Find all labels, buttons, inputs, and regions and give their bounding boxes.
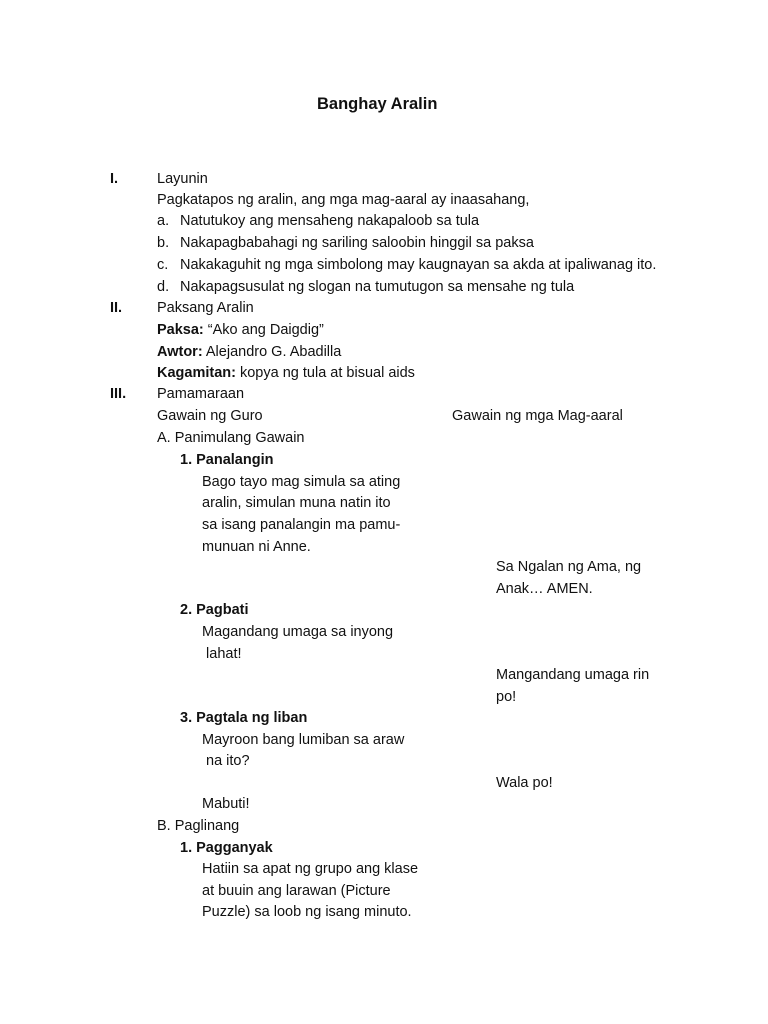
- teacher-line: Puzzle) sa loob ng isang minuto.: [202, 904, 412, 920]
- student-line: Wala po!: [496, 775, 553, 791]
- field-row: [157, 342, 341, 364]
- teacher-line: sa isang panalangin ma pamu-: [202, 517, 401, 533]
- student-line: Anak… AMEN.: [496, 581, 593, 597]
- objective-text: Nakakaguhit ng mga simbolong may kaugnayan sa akda at ipaliwanag ito.: [180, 257, 657, 273]
- section-numeral: II.: [110, 300, 123, 316]
- teacher-line: Mayroon bang lumiban sa araw: [202, 732, 405, 748]
- field-label: Awtor:: [157, 344, 203, 360]
- step-heading: 3. Pagtala ng liban: [180, 710, 308, 726]
- section-heading: Pamamaraan: [157, 386, 245, 402]
- student-line: Mangandang umaga rin: [496, 667, 650, 683]
- section-heading: Paksang Aralin: [157, 300, 254, 316]
- column-heading-students: Gawain ng mga Mag-aaral: [452, 408, 623, 424]
- teacher-line: at buuin ang larawan (Picture: [202, 883, 391, 899]
- teacher-line: na ito?: [202, 753, 250, 769]
- field-row: [157, 363, 415, 385]
- field-value: kopya ng tula at bisual aids: [235, 365, 415, 381]
- student-line: po!: [496, 689, 517, 705]
- objective-text: Natutukoy ang mensaheng nakapaloob sa tula: [180, 213, 480, 229]
- teacher-line: Bago tayo mag simula sa ating: [202, 474, 401, 490]
- field-label: Paksa:: [157, 322, 204, 338]
- objective-marker: d.: [157, 279, 170, 295]
- objective-marker: c.: [157, 257, 169, 273]
- field-row: [157, 320, 324, 342]
- objective-text: Nakapagbabahagi ng sariling saloobin hinggil sa paksa: [180, 235, 534, 251]
- teacher-line: aralin, simulan muna natin ito: [202, 495, 391, 511]
- section-heading: Layunin: [157, 171, 208, 187]
- teacher-line: Mabuti!: [202, 796, 250, 812]
- part-heading: B. Paglinang: [157, 818, 240, 834]
- section-numeral: I.: [110, 171, 119, 187]
- column-heading-teacher: Gawain ng Guro: [157, 408, 263, 424]
- step-heading: 1. Panalangin: [180, 452, 274, 468]
- page-title: Banghay Aralin: [317, 95, 438, 113]
- field-value: “Ako ang Daigdig”: [203, 322, 324, 338]
- objective-marker: b.: [157, 235, 170, 251]
- student-line: Sa Ngalan ng Ama, ng: [496, 559, 642, 575]
- teacher-line: munuan ni Anne.: [202, 539, 311, 555]
- part-heading: A. Panimulang Gawain: [157, 430, 305, 446]
- field-label: Kagamitan:: [157, 365, 236, 381]
- teacher-line: lahat!: [202, 646, 242, 662]
- section-numeral: III.: [110, 386, 127, 402]
- teacher-line: Magandang umaga sa inyong: [202, 624, 394, 640]
- step-heading: 1. Pagganyak: [180, 840, 273, 856]
- field-value: Alejandro G. Abadilla: [202, 344, 342, 360]
- objective-marker: a.: [157, 213, 170, 229]
- teacher-line: Hatiin sa apat ng grupo ang klase: [202, 861, 419, 877]
- step-heading: 2. Pagbati: [180, 602, 249, 618]
- objectives-intro: Pagkatapos ng aralin, ang mga mag-aaral ay inaasahang,: [157, 192, 530, 208]
- objective-text: Nakapagsusulat ng slogan na tumutugon sa mensahe ng tula: [180, 279, 575, 295]
